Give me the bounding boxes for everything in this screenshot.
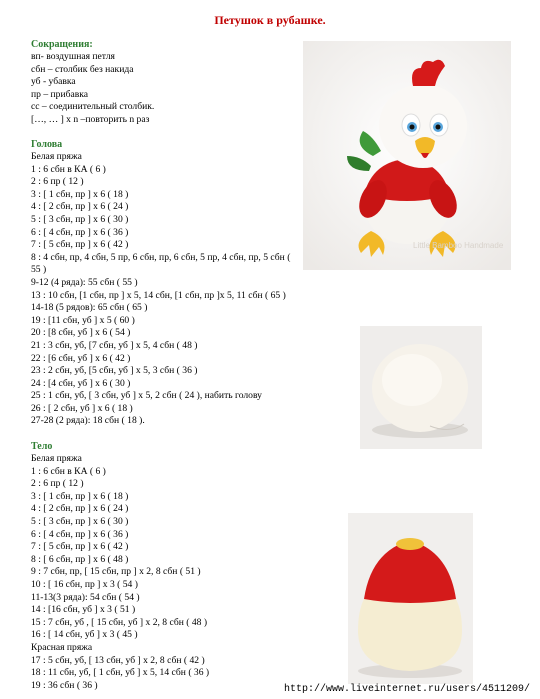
pattern-line: 8 : [ 6 сбн, пр ] х 6 ( 48 ) — [31, 553, 129, 565]
pattern-line: Белая пряжа — [31, 151, 82, 162]
pattern-line: 14-18 (5 рядов): 65 сбн ( 65 ) — [31, 302, 148, 314]
pattern-line: 1 : 6 сбн в КА ( 6 ) — [31, 465, 106, 477]
abbr-line: вп- воздушная петля — [31, 51, 115, 62]
pattern-line: 24 : [4 сбн, уб ] х 6 ( 30 ) — [31, 377, 131, 389]
abbr-line: […, … ] x n –повторить n раз — [31, 113, 150, 125]
abbreviations-section — [31, 38, 331, 127]
body-heading: Тело — [31, 441, 53, 452]
pattern-line: 7 : [ 5 сбн, пр ] х 6 ( 42 ) — [31, 239, 129, 251]
head-ball-photo — [360, 326, 482, 449]
pattern-line: 5 : [ 3 сбн, пр ] х 6 ( 30 ) — [31, 213, 129, 225]
pattern-line: Красная пряжа — [31, 641, 93, 653]
pattern-line: 15 : 7 сбн, уб , [ 15 сбн, уб ] х 2, 8 сбн ( 48 ) — [31, 616, 208, 628]
pattern-line: 4 : [ 2 сбн, пр ] х 6 ( 24 ) — [31, 503, 129, 515]
pattern-line: 1 : 6 сбн в КА ( 6 ) — [31, 163, 106, 175]
body-section — [31, 440, 331, 692]
abbr-line: сбн – столбик без накида — [31, 63, 134, 75]
pattern-line: 4 : [ 2 сбн, пр ] х 6 ( 24 ) — [31, 201, 129, 213]
pattern-line: 3 : [ 1 сбн, пр ] х 6 ( 18 ) — [31, 490, 129, 502]
photo-watermark: Little Bamboo Handmade — [413, 241, 504, 250]
page-title: Петушок в рубашке. — [214, 13, 326, 27]
pattern-line: 2 : 6 пр ( 12 ) — [31, 176, 84, 188]
body-piece-photo — [348, 513, 473, 684]
abbreviations-heading: Сокращения: — [31, 39, 93, 50]
abbr-line: сс – соединительный столбик. — [31, 101, 155, 113]
pattern-line: 22 : [6 сбн, уб ] х 6 ( 42 ) — [31, 352, 131, 364]
pattern-line: 27-28 (2 ряда): 18 сбн ( 18 ). — [31, 415, 145, 427]
pattern-line: 11-13(3 ряда): 54 сбн ( 54 ) — [31, 591, 140, 603]
pattern-line: 23 : 2 сбн, уб, [5 сбн, уб ] х 5, 3 сбн ( 36 ) — [31, 365, 198, 377]
pattern-line: 17 : 5 сбн, уб, [ 13 сбн, уб ] х 2, 8 сбн ( 42 ) — [31, 654, 205, 666]
pattern-line: 20 : [8 сбн, уб ] х 6 ( 54 ) — [31, 327, 131, 339]
pattern-line: 19 : 36 сбн ( 36 ) — [31, 679, 98, 691]
pattern-line: 19 : [11 сбн, уб ] х 5 ( 60 ) — [31, 314, 135, 326]
head-section — [31, 138, 331, 428]
pattern-line: 6 : [ 4 сбн, пр ] х 6 ( 36 ) — [31, 528, 129, 540]
pattern-line: 7 : [ 5 сбн, пр ] х 6 ( 42 ) — [31, 541, 129, 553]
pattern-line: 3 : [ 1 сбн, пр ] х 6 ( 18 ) — [31, 188, 129, 200]
abbr-line: уб - убавка — [31, 76, 76, 88]
pattern-line: 16 : [ 14 сбн, уб ] х 3 ( 45 ) — [31, 629, 138, 641]
pattern-line: 9-12 (4 ряда): 55 сбн ( 55 ) — [31, 276, 138, 288]
pattern-line: 9 : 7 сбн, пр, [ 15 сбн, пр ] х 2, 8 сбн ( 51 ) — [31, 566, 201, 578]
pattern-line: 5 : [ 3 сбн, пр ] х 6 ( 30 ) — [31, 515, 129, 527]
pattern-line: Белая пряжа — [31, 453, 82, 464]
rooster-toy-photo — [303, 41, 511, 270]
pattern-line: 18 : 11 сбн, уб, [ 1 сбн, уб ] х 5, 14 сбн ( 36 ) — [31, 667, 210, 679]
abbr-line: пр – прибавка — [31, 88, 89, 100]
source-url[interactable]: http://www.liveinternet.ru/users/4511209/ — [283, 684, 530, 695]
head-heading: Голова — [31, 139, 63, 150]
pattern-line: 14 : [16 сбн, уб ] х 3 ( 51 ) — [31, 604, 136, 616]
pattern-line: 21 : 3 сбн, уб, [7 сбн, уб ] х 5, 4 сбн ( 48 ) — [31, 339, 198, 351]
pattern-line: 26 : [ 2 сбн, уб ] х 6 ( 18 ) — [31, 402, 133, 414]
pattern-line: 6 : [ 4 сбн, пр ] х 6 ( 36 ) — [31, 226, 129, 238]
pattern-line: 13 : 10 сбн, [1 сбн, пр ] х 5, 14 сбн, [1 сбн, пр ]х 5, 11 сбн ( 65 ) — [31, 289, 286, 301]
pattern-line: 25 : 1 сбн, уб, [ 3 сбн, уб ] х 5, 2 сбн ( 24 ), набить голову — [31, 390, 262, 402]
pattern-line: 10 : [ 16 сбн, пр ] х 3 ( 54 ) — [31, 578, 138, 590]
pattern-line: 8 : 4 сбн, пр, 4 сбн, 5 пр, 6 сбн, пр, 6 сбн, 5 пр, 4 сбн, пр, 5 сбн ( 55 ) — [31, 251, 291, 276]
pattern-line: 2 : 6 пр ( 12 ) — [31, 478, 84, 490]
